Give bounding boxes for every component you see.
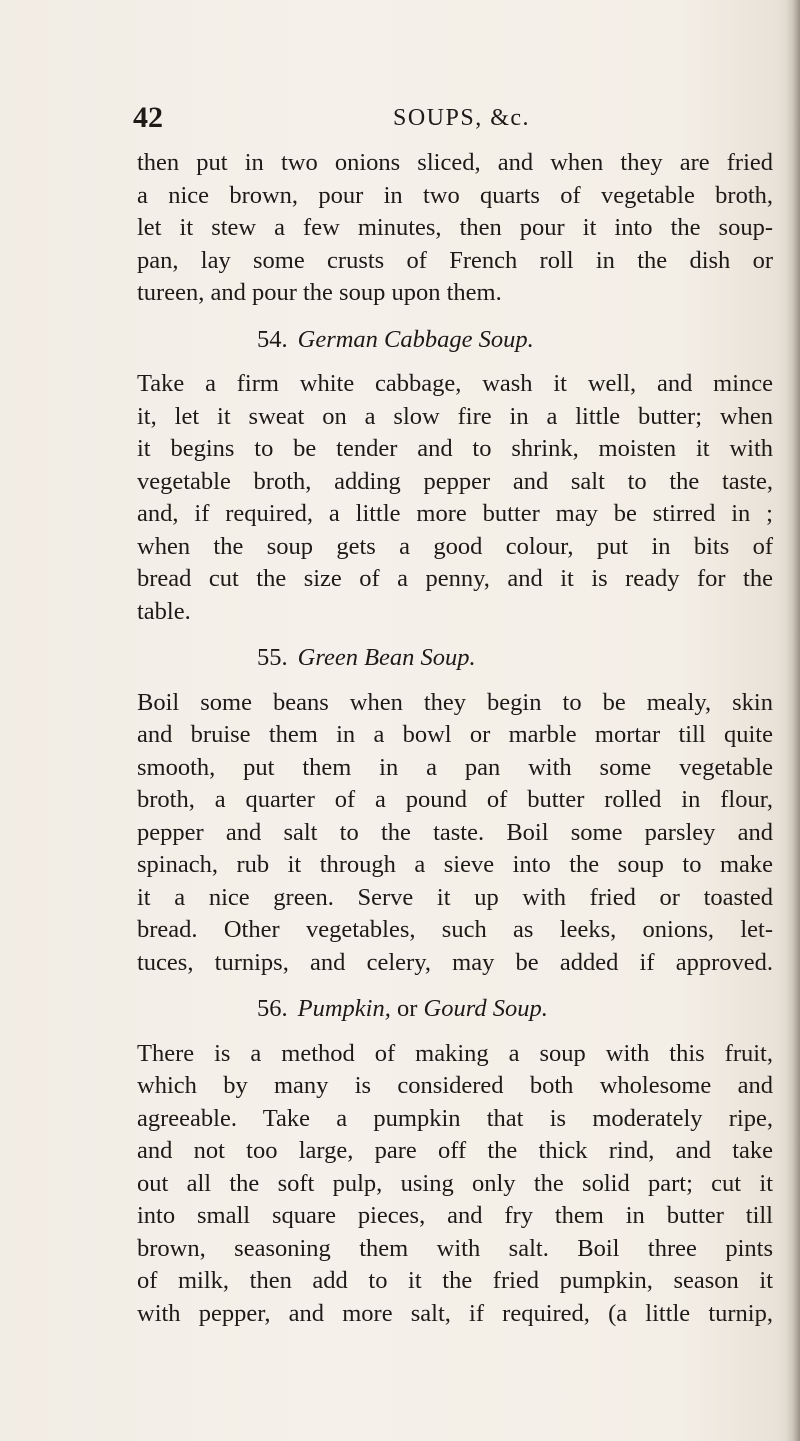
text-line: and bruise them in a bowl or marble mortar till quite	[137, 721, 773, 748]
text-line: broth, a quarter of a pound of butter rolled in flour,	[137, 786, 773, 813]
text-line: smooth, put them in a pan with some vegetable	[137, 753, 773, 781]
text-line: bread. Other vegetables, such as leeks, onions, let-	[137, 916, 773, 943]
text-line: then put in two onions sliced, and when they are fried	[137, 149, 773, 176]
recipe-56	[137, 993, 773, 1330]
text-line: There is a method of making a soup with this fruit,	[137, 1039, 773, 1067]
text-line: a nice brown, pour in two quarts of vegetable broth,	[137, 181, 773, 209]
page-number: 42	[133, 101, 163, 134]
text-line: table.	[137, 597, 191, 625]
text-line: agreeable. Take a pumpkin that is moderately ripe,	[137, 1104, 773, 1132]
text-line: spinach, rub it through a sieve into the soup to make	[137, 851, 773, 878]
recipe-heading	[137, 642, 773, 675]
text-line: and, if required, a little more butter may be stirred in ;	[137, 500, 773, 527]
text-line: it begins to be tender and to shrink, moisten it with	[137, 435, 773, 462]
text-line: brown, seasoning them with salt. Boil three pints	[137, 1234, 773, 1262]
recipe-title: Green Bean Soup.	[297, 644, 476, 671]
text-line: into small square pieces, and fry them in butter till	[137, 1202, 773, 1229]
recipe-title-conjunction: or	[396, 995, 418, 1022]
recipe-title: Pumpkin,	[297, 995, 391, 1022]
text-line: out all the soft pulp, using only the solid part; cut it	[137, 1169, 773, 1197]
text-line: when the soup gets a good colour, put in bits of	[137, 532, 773, 560]
text-line: vegetable broth, adding pepper and salt to the taste,	[137, 467, 773, 495]
text-line: tureen, and pour the soup upon them.	[137, 279, 502, 306]
recipe-number: 54.	[257, 325, 288, 353]
text-line: it a nice green. Serve it up with fried or toasted	[137, 883, 773, 911]
intro-paragraph	[137, 147, 773, 310]
text-line: with pepper, and more salt, if required, (a little turnip,	[137, 1299, 773, 1327]
text-line: pepper and salt to the taste. Boil some parsley and	[137, 818, 773, 846]
text-line: bread cut the size of a penny, and it is ready for the	[137, 565, 773, 592]
text-line: Take a firm white cabbage, wash it well, and mince	[137, 370, 773, 397]
recipe-54	[137, 324, 773, 629]
text-line: it, let it sweat on a slow fire in a little butter; when	[137, 402, 773, 430]
text-line: pan, lay some crusts of French roll in the dish or	[137, 246, 773, 274]
text-line: which by many is considered both wholesome and	[137, 1072, 773, 1099]
text-line: let it stew a few minutes, then pour it into the soup-	[137, 214, 773, 241]
text-line: Boil some beans when they begin to be mealy, skin	[137, 688, 773, 716]
recipe-heading	[137, 993, 773, 1026]
page-header	[133, 98, 773, 138]
text-line: of milk, then add to it the fried pumpkin, season it	[137, 1267, 773, 1294]
recipe-number: 56.	[257, 995, 288, 1022]
recipe-55	[137, 642, 773, 979]
running-title: SOUPS, &c.	[393, 105, 531, 131]
recipe-title-alt: Gourd Soup.	[423, 995, 548, 1022]
page-edge-shadow	[786, 0, 800, 1441]
text-line: tuces, turnips, and celery, may be added if approved.	[137, 948, 773, 976]
text-line: and not too large, pare off the thick rind, and take	[137, 1137, 773, 1164]
recipe-title: German Cabbage Soup.	[297, 325, 534, 353]
page-body	[137, 147, 773, 1330]
recipe-heading	[137, 324, 773, 357]
recipe-number: 55.	[257, 644, 288, 671]
